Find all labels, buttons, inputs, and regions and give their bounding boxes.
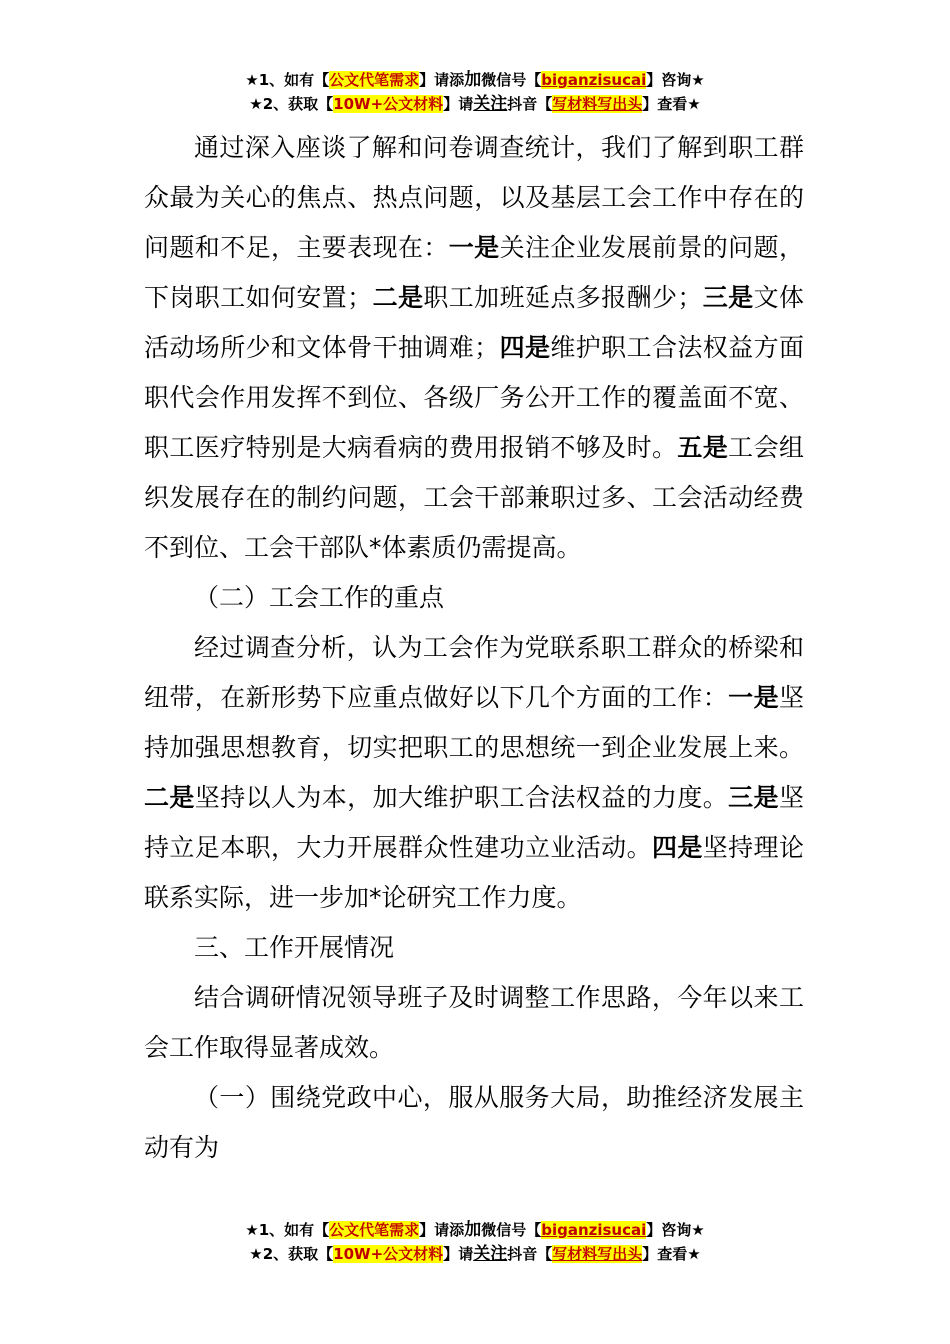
banner-highlight: 公文代笔需求 <box>329 71 420 89</box>
banner-text: 】请添 <box>419 71 465 89</box>
wechat-id: biganzisucai <box>541 71 647 89</box>
banner-line-1 <box>0 1218 950 1242</box>
banner-text: 】请添 <box>419 1221 465 1239</box>
banner-emphasis: 关注 <box>473 94 508 114</box>
section-heading-work-progress: 三、工作开展情况 <box>194 933 395 962</box>
banner-line-1 <box>0 68 950 92</box>
banner-line-2 <box>0 1242 950 1266</box>
wechat-id: biganzisucai <box>541 1221 647 1239</box>
banner-text: 】请 <box>443 1245 474 1263</box>
banner-emphasis: 加 <box>464 1220 482 1240</box>
banner-highlight: 10W+公文材料 <box>333 1245 444 1263</box>
banner-highlight: 10W+公文材料 <box>333 95 444 113</box>
banner-highlight: 公文代笔需求 <box>329 1221 420 1239</box>
header-banner <box>0 68 950 116</box>
banner-line-2 <box>0 92 950 116</box>
section-heading-priorities: （二）工会工作的重点 <box>194 583 445 612</box>
banner-text: 微信号【 <box>481 1221 542 1239</box>
paragraph-issues: 通过深入座谈了解和问卷调查统计，我们了解到职工群众最为关心的焦点、热点问题，以及基层工会工作中存在的问题和不足，主要表现在：一是关注企业发展前景的问题，下岗职工如何安置；二是职工加班延点多报酬少；三是文体活动场所少和文体骨干抽调难；四是维护职工合法权益方面职代会作用发挥不到位、各级厂务公开工作的覆盖面不宽、职工医疗特别是大病看病的费用报销不够及时。五是工会组织发展存在的制约问题，工会干部兼职过多、工会活动经费不到位、工会干部队*体素质仍需提高。 <box>144 133 804 562</box>
footer-banner <box>0 1218 950 1266</box>
banner-text: 抖音【 <box>507 1245 553 1263</box>
banner-text: ★2、获取【 <box>249 1245 334 1263</box>
banner-text: ★2、获取【 <box>249 95 334 113</box>
banner-text: ★1、如有【 <box>245 71 330 89</box>
section-heading-party-center: （一）围绕党政中心，服从服务大局，助推经济发展主动有为 <box>144 1083 804 1162</box>
douyin-account: 写材料写出头 <box>552 95 643 113</box>
document-body <box>144 123 804 1173</box>
banner-text: 】请 <box>443 95 474 113</box>
banner-text: 】咨询★ <box>646 1221 705 1239</box>
banner-text: 抖音【 <box>507 95 553 113</box>
banner-emphasis: 关注 <box>473 1244 508 1264</box>
banner-text: ★1、如有【 <box>245 1221 330 1239</box>
paragraph-priorities: 经过调查分析，认为工会作为党联系职工群众的桥梁和纽带，在新形势下应重点做好以下几个方面的工作：一是坚持加强思想教育，切实把职工的思想统一到企业发展上来。二是坚持以人为本，加大维护职工合法权益的力度。三是坚持立足本职，大力开展群众性建功立业活动。四是坚持理论联系实际，进一步加*论研究工作力度。 <box>144 633 804 912</box>
banner-text: 】查看★ <box>642 95 701 113</box>
douyin-account: 写材料写出头 <box>552 1245 643 1263</box>
banner-emphasis: 加 <box>464 70 482 90</box>
paragraph-work-progress: 结合调研情况领导班子及时调整工作思路，今年以来工会工作取得显著成效。 <box>144 983 804 1062</box>
banner-text: 】咨询★ <box>646 71 705 89</box>
banner-text: 微信号【 <box>481 71 542 89</box>
banner-text: 】查看★ <box>642 1245 701 1263</box>
